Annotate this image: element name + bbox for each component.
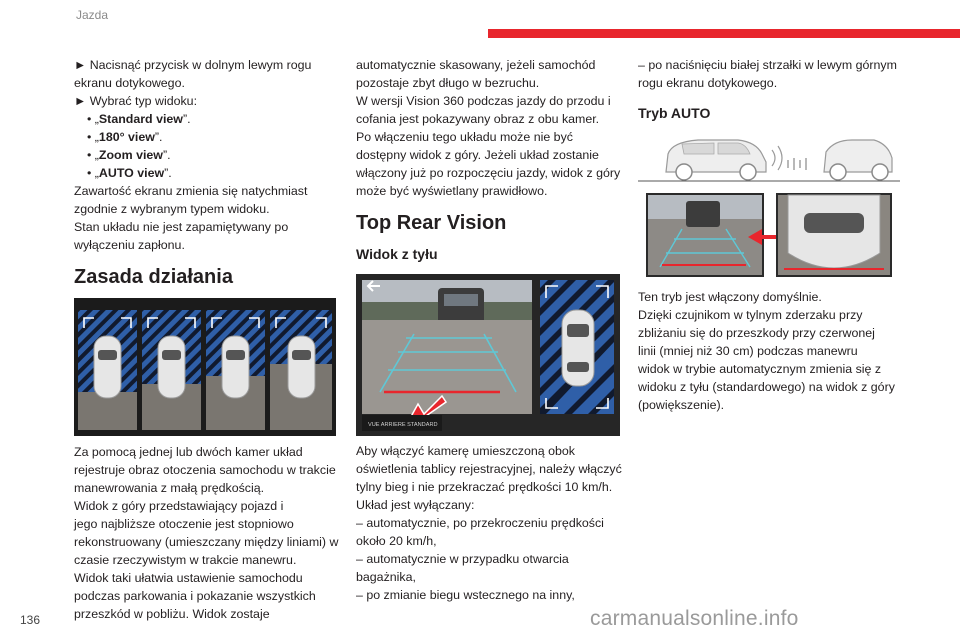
text-line: pozostaje zbyt długo w bezruchu. bbox=[356, 76, 540, 90]
column-2 bbox=[356, 56, 620, 604]
car-approach-illustration bbox=[638, 132, 900, 184]
bullet-item: • „Standard view”. bbox=[87, 112, 191, 126]
text-line: ekranu dotykowego. bbox=[74, 76, 185, 90]
subsection-heading: Widok z tyłu bbox=[356, 246, 438, 262]
page-number: 136 bbox=[20, 613, 41, 627]
paragraph: Ten tryb jest włączony domyślnie. Dzięki czujnikom w tylnym zderzaku przy zbliżaniu się do przeszkody przy czerwonej linii (mniej niż 30 cm) podczas manewru widok w trybie automatycznym zmienia się z widoku z tyłu (standardowego) na widok z góry (powiększenie). bbox=[638, 290, 895, 412]
text-line: może być wyświetlany prawidłowo. bbox=[356, 184, 548, 198]
column-3 bbox=[638, 56, 900, 414]
text-line: Zawartość ekranu zmienia się natychmiast bbox=[74, 184, 308, 198]
section-title: Jazda bbox=[76, 8, 109, 22]
auto-mode-illustration bbox=[638, 191, 900, 279]
paragraph: Za pomocą jednej lub dwóch kamer układ rejestruje obraz otoczenia samochodu w trakcie manewrowania z małą prędkością. Widok z góry przedstawiający pojazd i jego najbliższe otoczenie jest stopniowo rekonstruowany (umieszczany między liniami) w czasie rzeczywistym w trakcie manewru. Widok taki ułatwia ustawienie samochodu podczas parkowania i pokazanie wszystkich przeszkód w pobliżu. Widok zostaje bbox=[74, 445, 339, 621]
text-line: automatycznie skasowany, jeżeli samochód bbox=[356, 58, 596, 72]
top-view-illustration bbox=[74, 298, 336, 436]
text-line: dostępny widok z góry. Jeżeli układ zostanie bbox=[356, 148, 599, 162]
bullet-item: • „Zoom view”. bbox=[87, 148, 171, 162]
text-line: rogu ekranu dotykowego. bbox=[638, 76, 778, 90]
bullet-item: • „AUTO view”. bbox=[87, 166, 172, 180]
text-line: ► Nacisnąć przycisk w dolnym lewym rogu bbox=[74, 58, 312, 72]
text-line: ► Wybrać typ widoku: bbox=[74, 94, 198, 108]
screen-mode-label: VUE ARRIERE STANDARD bbox=[368, 422, 438, 428]
text-line: W wersji Vision 360 podczas jazdy do przodu i bbox=[356, 94, 611, 108]
text-line: Po włączeniu tego układu może nie być bbox=[356, 130, 573, 144]
bullet-item: • „180° view”. bbox=[87, 130, 163, 144]
paragraph: Aby włączyć kamerę umieszczoną obok oświetlenia tablicy rejestracyjnej, należy włączyć tylny bieg i nie przekraczać prędkości 10 km/h. Układ jest wyłączany: – automatycznie, po przekroczeniu prędkości około 20 km/h, – automatycznie w przypadku otwarcia bagażnika, – po zmianie biegu wstecznego na inny, bbox=[356, 444, 622, 602]
text-line: włączony już po rozpoczęciu jazdy, widok z góry bbox=[356, 166, 621, 180]
rear-camera-screen-illustration bbox=[356, 274, 620, 436]
accent-bar bbox=[488, 29, 960, 38]
text-line: wyłączeniu zapłonu. bbox=[74, 238, 185, 252]
watermark-text: carmanualsonline.info bbox=[590, 607, 799, 630]
text-line: Stan układu nie jest zapamiętywany po bbox=[74, 220, 289, 234]
subsection-heading: Tryb AUTO bbox=[638, 105, 711, 121]
text-line: zgodnie z wybranym typem widoku. bbox=[74, 202, 270, 216]
text-line: cofania jest pokazywany obraz z obu kamer. bbox=[356, 112, 600, 126]
section-heading: Zasada działania bbox=[74, 266, 233, 288]
column-1 bbox=[74, 56, 339, 623]
text-line: – po naciśnięciu białej strzałki w lewym górnym bbox=[638, 58, 897, 72]
section-heading: Top Rear Vision bbox=[356, 212, 507, 234]
